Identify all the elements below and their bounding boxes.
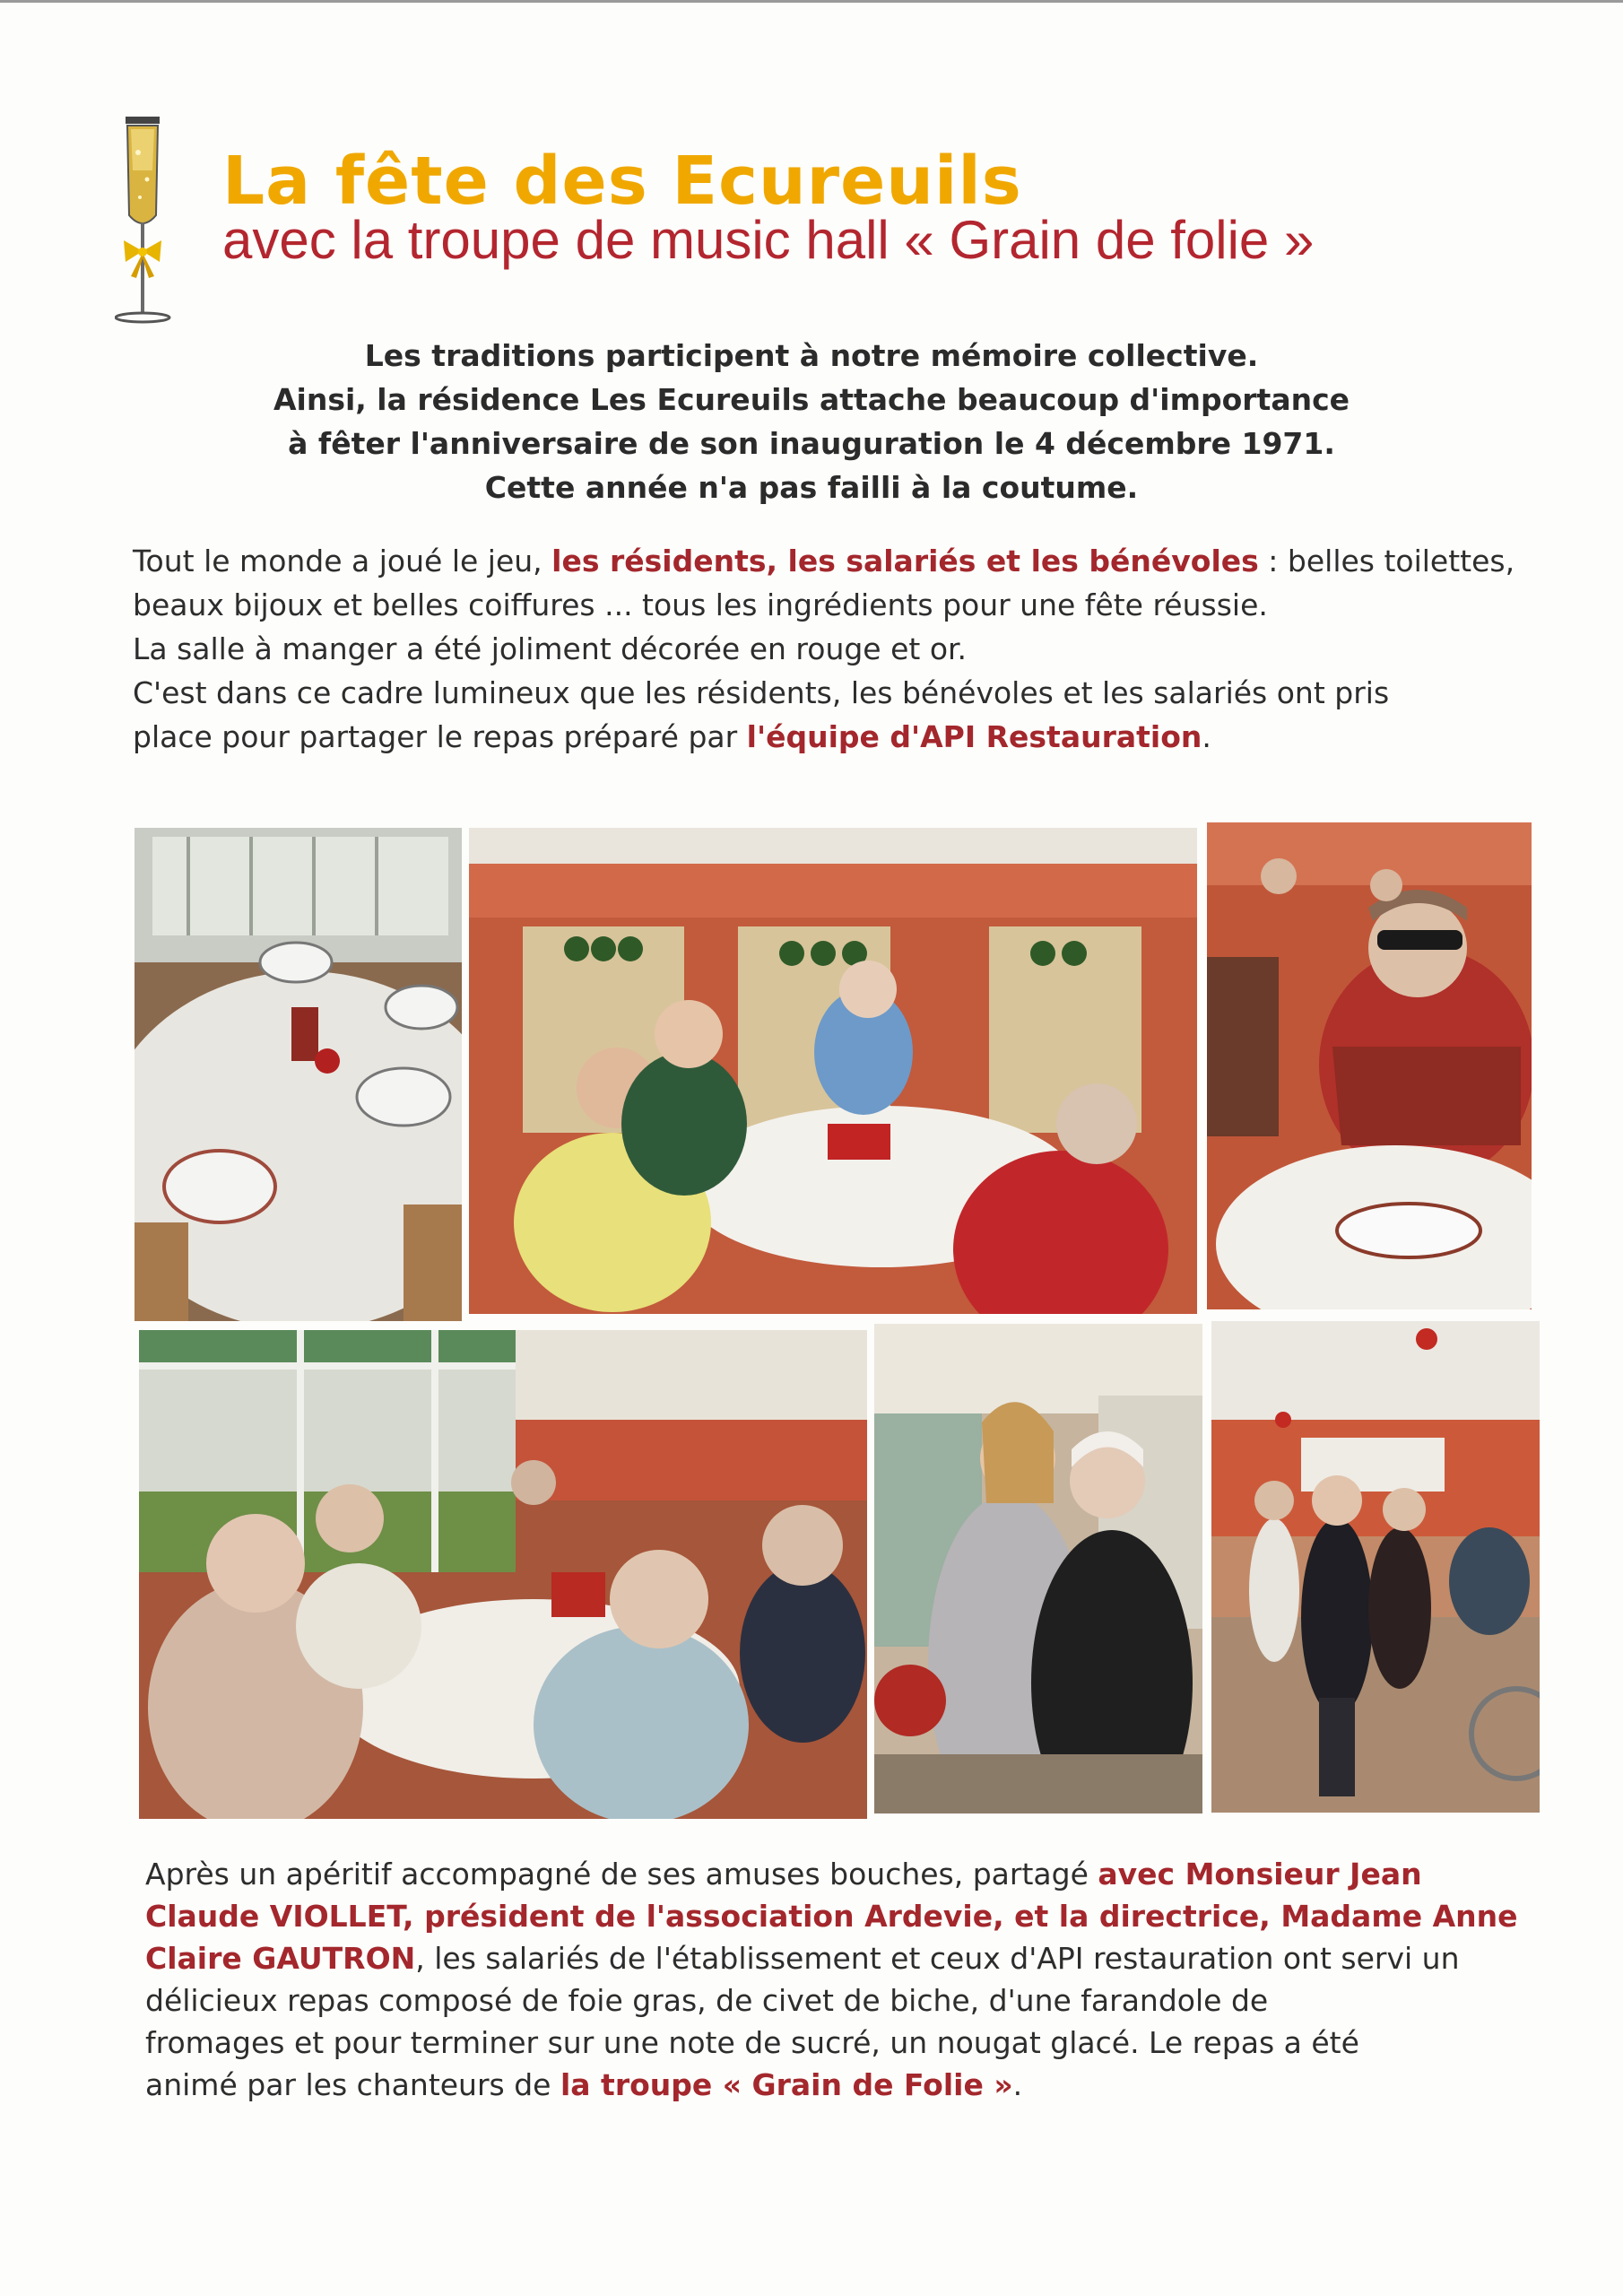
paragraph-meal xyxy=(145,1853,1551,2106)
intro-line: à fêter l'anniversaire de son inauguration le 4 décembre 1971. xyxy=(288,426,1335,461)
paragraph-line: beaux bijoux et belles coiffures ... tous les ingrédients pour une fête réussie. xyxy=(133,587,1268,622)
photo-resident-sunglasses xyxy=(1207,822,1532,1309)
highlight-text: la troupe « Grain de Folie » xyxy=(560,2067,1013,2102)
highlight-text: avec Monsieur Jean xyxy=(1098,1857,1422,1892)
paragraph-line xyxy=(145,1853,1551,1895)
page-title: La fête des Ecureuils xyxy=(222,143,1022,220)
highlight-text: les résidents, les salariés et les bénévoles xyxy=(551,544,1259,578)
text-run: place pour partager le repas préparé par xyxy=(133,719,747,754)
paragraph-line xyxy=(133,539,1541,583)
paragraph-line: Claude VIOLLET, président de l'association Ardevie, et la directrice, Madame Anne xyxy=(145,1899,1518,1934)
text-run: , les salariés de l'établissement et ceux d'API restauration ont servi un xyxy=(415,1941,1460,1976)
photo-dance-floor xyxy=(1211,1321,1540,1813)
paragraph-line xyxy=(145,2064,1551,2106)
paragraph-line: délicieux repas composé de foie gras, de civet de biche, d'une farandole de xyxy=(145,1983,1269,2018)
photo-singer-with-resident xyxy=(874,1324,1202,1813)
paragraph-guests xyxy=(133,539,1541,759)
photo-table-setting xyxy=(135,828,462,1321)
page-top-border xyxy=(0,0,1623,3)
photo-residents-veranda xyxy=(139,1330,867,1819)
text-run: . xyxy=(1202,719,1211,754)
text-run: . xyxy=(1012,2067,1023,2102)
text-run: Après un apéritif accompagné de ses amuses bouches, partagé xyxy=(145,1857,1098,1892)
paragraph-line: La salle à manger a été joliment décorée en rouge et or. xyxy=(133,631,968,666)
paragraph-line xyxy=(145,1937,1551,1979)
text-run: : belles toilettes, xyxy=(1258,544,1515,578)
paragraph-line: fromages et pour terminer sur une note de sucré, un nougat glacé. Le repas a été xyxy=(145,2025,1359,2060)
text-run: Tout le monde a joué le jeu, xyxy=(133,544,552,578)
champagne-glass-icon xyxy=(115,117,195,350)
intro-block xyxy=(224,334,1399,509)
highlight-text: l'équipe d'API Restauration xyxy=(746,719,1202,754)
intro-line: Ainsi, la résidence Les Ecureuils attache beaucoup d'importance xyxy=(273,382,1350,417)
intro-line: Les traditions participent à notre mémoire collective. xyxy=(364,338,1259,373)
highlight-text: Claire GAUTRON xyxy=(145,1941,416,1976)
paragraph-line: C'est dans ce cadre lumineux que les résidents, les bénévoles et les salariés ont pris xyxy=(133,675,1390,710)
photo-residents-dining xyxy=(469,828,1197,1314)
page-subtitle: avec la troupe de music hall « Grain de folie » xyxy=(222,210,1315,270)
paragraph-line xyxy=(133,715,1541,759)
intro-line: Cette année n'a pas failli à la coutume. xyxy=(484,470,1139,505)
text-run: animé par les chanteurs de xyxy=(145,2067,560,2102)
